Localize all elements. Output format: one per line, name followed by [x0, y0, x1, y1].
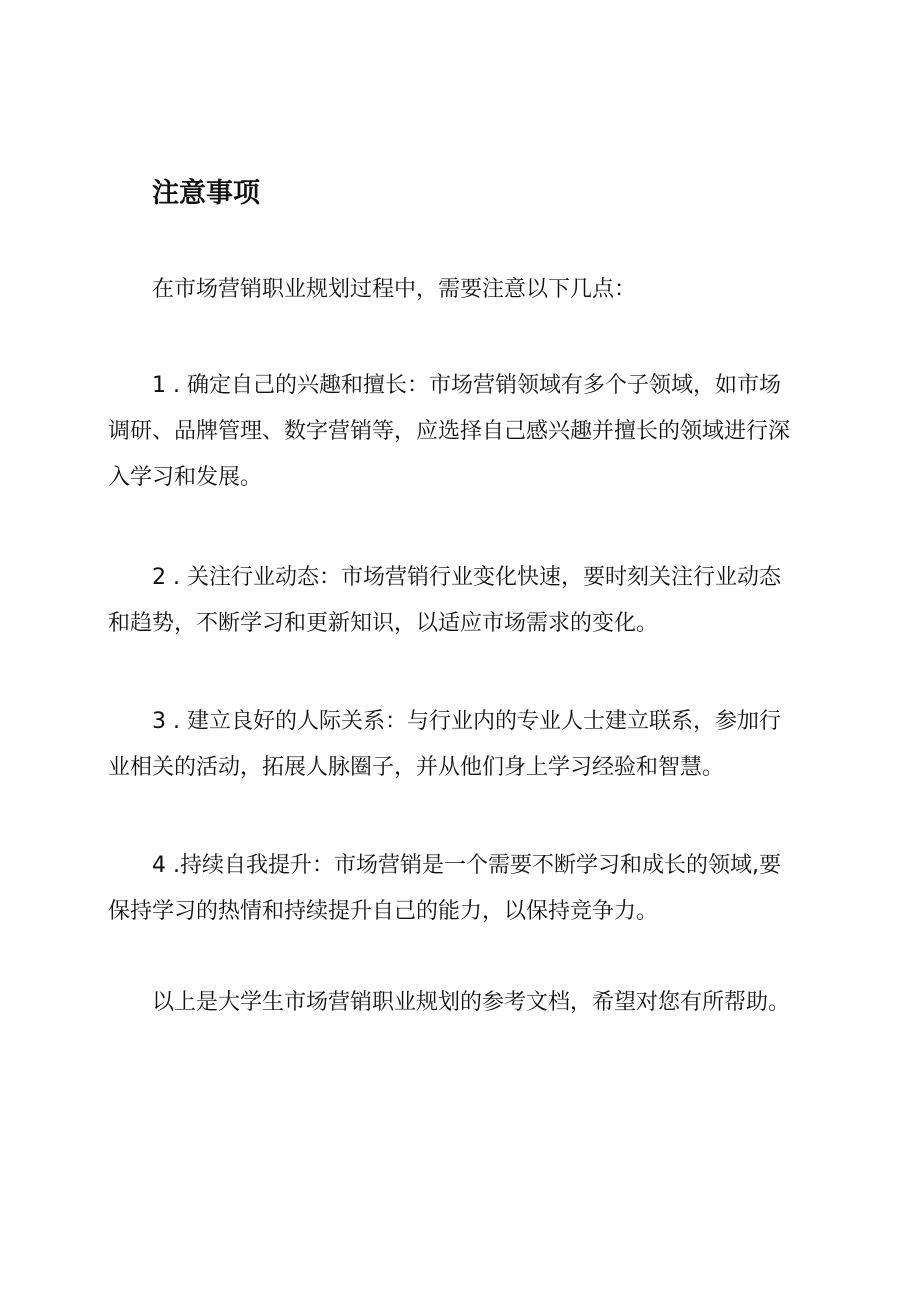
list-item-3-line-2: 业相关的活动，拓展人脉圈子，并从他们身上学习经验和智慧。: [108, 755, 725, 780]
closing-text: 以上是大学生市场营销职业规划的参考文档，希望对您有所帮助。: [152, 990, 791, 1015]
list-item-1-line-1: 1 . 确定自己的兴趣和擅长：市场营销领域有多个子领域，如市场: [152, 373, 781, 398]
closing-paragraph: [152, 980, 832, 1026]
list-item-3: [108, 699, 832, 791]
list-item-1-line-2: 调研、品牌管理、数字营销等，应选择自己感兴趣并擅长的领域进行深: [108, 419, 791, 444]
list-item-4: [108, 843, 832, 935]
list-item-1-line-3: 入学习和发展。: [108, 465, 263, 490]
list-item-2-line-2: 和趋势，不断学习和更新知识，以适应市场需求的变化。: [108, 611, 659, 636]
list-item-1: [108, 363, 832, 501]
list-item-3-line-1: 3 . 建立良好的人际关系：与行业内的专业人士建立联系，参加行: [152, 709, 781, 734]
section-heading: 注意事项: [152, 178, 260, 209]
list-item-2: [108, 555, 832, 647]
intro-text: 在市场营销职业规划过程中，需要注意以下几点：: [152, 277, 637, 302]
list-item-4-line-2: 保持学习的热情和持续提升自己的能力，以保持竞争力。: [108, 899, 659, 924]
list-item-2-line-1: 2 . 关注行业动态：市场营销行业变化快速，要时刻关注行业动态: [152, 565, 781, 590]
list-item-4-line-1: 4 .持续自我提升：市场营销是一个需要不断学习和成长的领域,要: [152, 853, 781, 878]
intro-paragraph: [152, 267, 832, 313]
